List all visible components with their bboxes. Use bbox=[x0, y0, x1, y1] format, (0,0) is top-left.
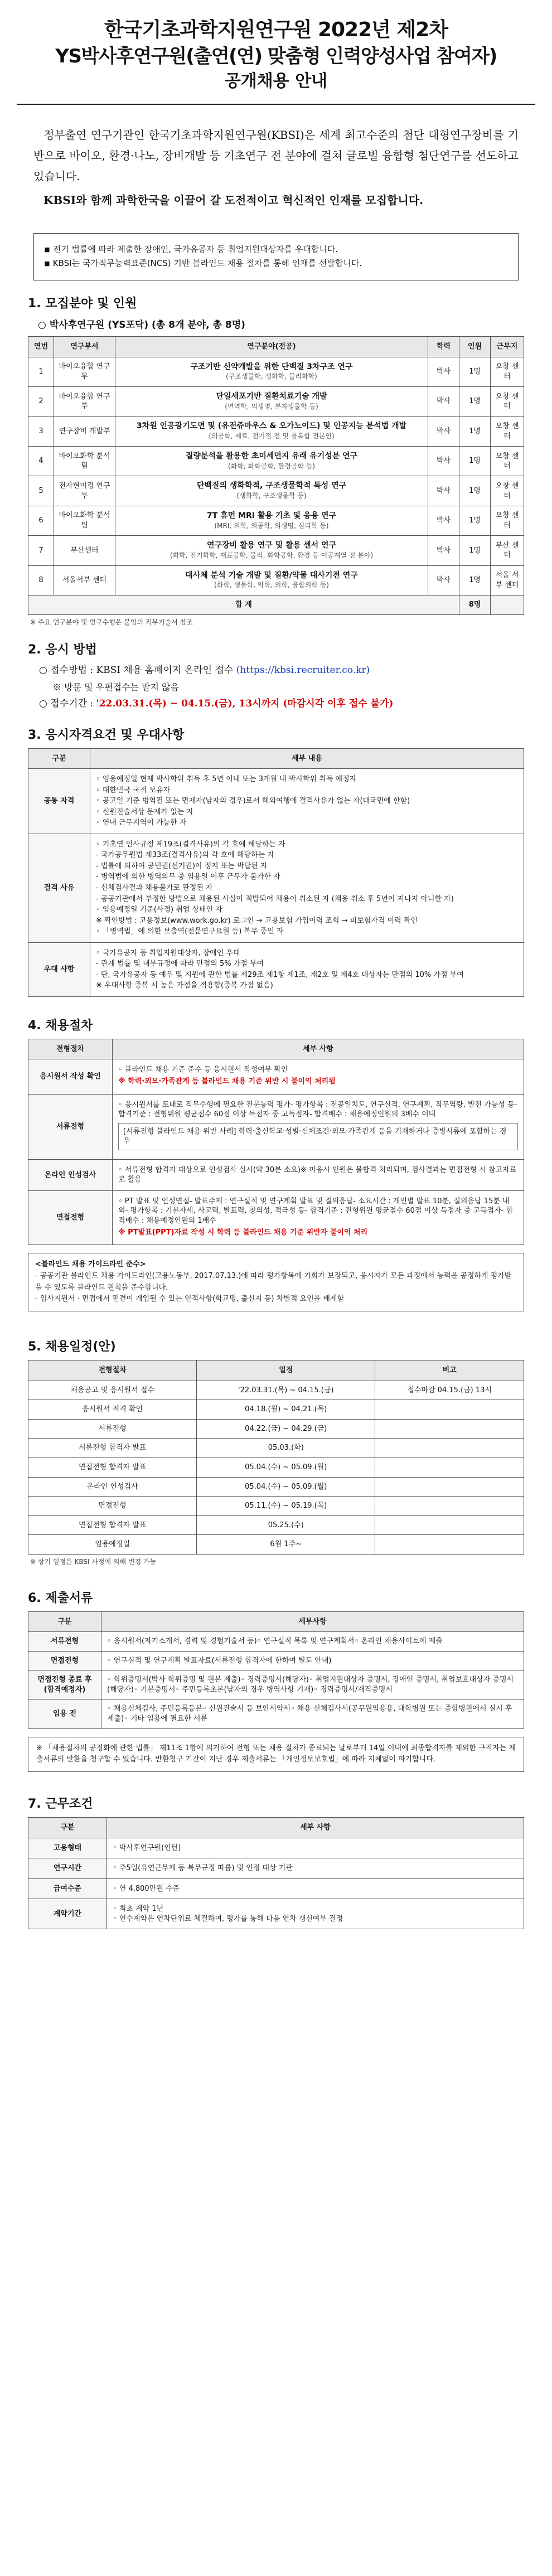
conditions-table bbox=[28, 1817, 524, 1929]
detail-line: - 소요시간 : 개인별 발표 10분, 질의응답 15분 내외 bbox=[118, 1197, 510, 1216]
schedule-cell: 04.22.(금) ~ 04.29.(금) bbox=[197, 1419, 375, 1439]
column-header: 세부사항 bbox=[101, 1611, 524, 1632]
detail-line: ◦ 신원진술서 등 보안서약서 bbox=[202, 1705, 290, 1713]
section-2-title: 2. 응시 방법 bbox=[28, 642, 97, 657]
column-header: 구분 bbox=[28, 748, 90, 769]
row-field: 단일세포기반 질환치료기술 개발 bbox=[216, 391, 327, 401]
row-location: 서울 서부 센터 bbox=[491, 565, 524, 595]
documents-category: 면접전형 bbox=[28, 1651, 101, 1670]
row-number: 7 bbox=[28, 536, 54, 565]
row-field: 질량분석을 활용한 초미세먼지 유래 유기성분 연구 bbox=[185, 451, 358, 461]
row-field-cell bbox=[115, 536, 428, 565]
detail-line: ◦ 연구실적 및 연구계획 발표자료(서류전형 합격자에 한하여 별도 안내) bbox=[107, 1656, 332, 1665]
qualification-category: 결격 사유 bbox=[28, 834, 90, 942]
column-header: 비고 bbox=[375, 1360, 524, 1381]
section-6-title: 6. 제출서류 bbox=[28, 1591, 93, 1605]
column-header: 연번 bbox=[28, 336, 54, 357]
row-major: (화학, 전기화학, 재료공학, 물리, 화학공학, 환경 등 이공계열 전 분야) bbox=[170, 551, 374, 560]
detail-line: ◦ 기초연 인사규정 제19조(결격사유)의 각 호에 해당하는 자 bbox=[96, 840, 285, 849]
process-detail bbox=[113, 1059, 524, 1094]
conditions-detail: ◦ 최초 계약 1년 ◦ 연수계약은 연차단위로 체결하며, 평가를 통해 다음 연차 갱신여부 결정 bbox=[107, 1899, 524, 1929]
violation-box: [서류전형 블라인드 채용 위반 사례] 학력·출신학교·성별·신체조건·외모·가족관계 등을 기재하거나 증빙서류에 포함하는 경우 bbox=[118, 1123, 518, 1150]
row-major: (면역학, 의생명, 분자생물학 등) bbox=[225, 402, 318, 410]
qualification-detail bbox=[90, 769, 524, 834]
guide-title: <블라인드 채용 가이드라인 준수> bbox=[35, 1260, 146, 1269]
qualification-row bbox=[28, 942, 524, 996]
documents-table bbox=[28, 1611, 524, 1729]
fields-row bbox=[28, 565, 524, 595]
process-detail bbox=[113, 1190, 524, 1245]
conditions-category: 연구시간 bbox=[28, 1858, 107, 1879]
warning-line: ※ PT발표(PPT)자료 작성 시 학력 등 블라인드 채용 기준 위반자 불이익 처리 bbox=[118, 1228, 368, 1237]
header-line-1: 한국기초과학지원연구원 2022년 제2차 bbox=[104, 18, 448, 41]
detail-line: ◦ 임용예정일 현재 박사학위 취득 후 5년 이내 또는 3개월 내 박사학위 취득 예정자 bbox=[96, 775, 357, 784]
process-category: 서류전형 bbox=[28, 1094, 113, 1159]
schedule-row bbox=[28, 1458, 524, 1477]
qualification-category: 공통 자격 bbox=[28, 769, 90, 834]
row-education: 박사 bbox=[428, 476, 459, 506]
intro-section bbox=[11, 105, 541, 220]
fields-row bbox=[28, 536, 524, 565]
qualification-detail bbox=[90, 942, 524, 996]
row-dept: 연구장비 개발부 bbox=[54, 417, 115, 446]
row-number: 5 bbox=[28, 476, 54, 506]
schedule-body bbox=[28, 1381, 524, 1554]
row-location: 오창 센터 bbox=[491, 417, 524, 446]
detail-line: ◦ 기본증명서 bbox=[133, 1685, 176, 1694]
detail-line: - 법률에 의하여 공민권(선거권)이 정지 또는 박탈된 자 bbox=[96, 861, 268, 870]
section-5-note: ※ 상기 일정은 KBSI 사정에 의해 변경 가능 bbox=[30, 1557, 157, 1566]
conditions-body bbox=[28, 1838, 524, 1929]
documents-category: 면접전형 종료 후 (합격예정자) bbox=[28, 1670, 101, 1699]
row-dept: 바이오화학 분석팀 bbox=[54, 506, 115, 535]
row-education: 박사 bbox=[428, 506, 459, 535]
section-1-note: ※ 주요 연구분야 및 연구수행은 붙임의 직무기술서 참조 bbox=[30, 618, 193, 626]
detail-line: - 발표주제 : 연구실적 및 연구계획 발표 및 질의응답 bbox=[189, 1197, 354, 1205]
detail-line: - 신체검사결과 채용불가로 판정된 자 bbox=[96, 884, 213, 893]
column-header: 인원 bbox=[459, 336, 491, 357]
detail-line: - 평가항목 : 기본자세, 사고력, 발표력, 창의성, 적극성 등 bbox=[125, 1207, 305, 1216]
row-major: (생화학, 구조생물학 등) bbox=[236, 492, 307, 500]
row-field: 7T 휴먼 MRI 활용 기초 및 응용 연구 bbox=[206, 511, 337, 520]
process-table bbox=[28, 1039, 524, 1245]
fields-row bbox=[28, 476, 524, 506]
detail-line: ◦ 채용 신체검사서(공무원임용용, 대학병원 또는 종합병원에서 실시 후 제출) bbox=[107, 1705, 512, 1723]
detail-line: ◦ PT 발표 및 인성면접 bbox=[118, 1197, 190, 1205]
row-dept: 부산센터 bbox=[54, 536, 115, 565]
row-education: 박사 bbox=[428, 536, 459, 565]
process-row bbox=[28, 1159, 524, 1190]
schedule-cell bbox=[375, 1458, 524, 1477]
schedule-cell bbox=[375, 1477, 524, 1497]
column-header: 연구부서 bbox=[54, 336, 115, 357]
row-dept: 서울서부 센터 bbox=[54, 565, 115, 595]
process-category: 온라인 인성검사 bbox=[28, 1159, 113, 1190]
detail-line: ◦ 대한민국 국적 보유자 bbox=[96, 786, 171, 795]
detail-line: ◦ 「병역법」에 의한 보충역(전문연구요원 등) 복무 중인 자 bbox=[96, 927, 284, 936]
schedule-cell: 면접전형 합격자 발표 bbox=[28, 1458, 197, 1477]
detail-line: ◦ 학위증명서(박사 학위증명 및 원본 제출) bbox=[107, 1676, 241, 1684]
guide-line: - 입사지원서 · 면접에서 편견이 개입될 수 있는 인적사항(학교명, 출신지 등) 차별적 요인을 배제함 bbox=[35, 1295, 345, 1304]
row-dept: 바이오화학 분석팀 bbox=[54, 446, 115, 476]
row-field-cell bbox=[115, 386, 428, 416]
schedule-cell: 04.18.(월) ~ 04.21.(목) bbox=[197, 1400, 375, 1420]
process-body bbox=[28, 1059, 524, 1245]
process-row bbox=[28, 1059, 524, 1094]
detail-line: ※ 미응시 인원은 불합격 처리되며, 검사결과는 면접전형 시 참고자료로 활용 bbox=[118, 1165, 517, 1184]
row-location: 오창 센터 bbox=[491, 446, 524, 476]
header-line-2: YS박사후연구원(출연(연) 맞춤형 인력양성사업 참여자) bbox=[55, 45, 497, 67]
detail-line: ◦ 경력증명서/재직증명서 bbox=[313, 1685, 393, 1694]
section-7-title: 7. 근무조건 bbox=[28, 1797, 93, 1812]
detail-line: - 관계 법률 및 내부규정에 따라 만점의 5% 가점 부여 bbox=[96, 960, 264, 969]
process-category: 응시원서 작성 확인 bbox=[28, 1059, 113, 1094]
detail-line: ◦ 블라인드 채용 기준 준수 등 응시원서 작성여부 확인 bbox=[118, 1066, 288, 1074]
section-4-title: 4. 채용절차 bbox=[28, 1018, 93, 1033]
schedule-cell: '22.03.31.(목) ~ 04.15.(금) bbox=[197, 1381, 375, 1400]
row-number: 2 bbox=[28, 386, 54, 416]
row-major: (MRI, 의학, 의공학, 의생명, 심리학 등) bbox=[214, 521, 329, 530]
row-location: 오창 센터 bbox=[491, 357, 524, 386]
detail-line: - 공공기관에서 부정한 방법으로 채용된 사실이 적발되어 채용이 취소된 자 (채용 취소 후 5년이 지나지 아니한 자) bbox=[96, 894, 454, 903]
detail-line: - 합격기준 : 전형위원 평균점수 60점 이상 득점자 중 고득점자 bbox=[304, 1207, 501, 1216]
conditions-detail: ◦ 주5일(유연근무제 등 복무규정 따름) 및 인정 대상 기관 bbox=[107, 1858, 524, 1879]
row-field-cell bbox=[115, 506, 428, 535]
row-major: (화학, 생물학, 약학, 의학, 융합의학 등) bbox=[214, 581, 329, 589]
detail-line: ◦ 기타 임용에 필요한 서류 bbox=[124, 1714, 207, 1723]
process-detail bbox=[113, 1159, 524, 1190]
row-number: 8 bbox=[28, 565, 54, 595]
schedule-row bbox=[28, 1497, 524, 1516]
conditions-category: 계약기간 bbox=[28, 1899, 107, 1929]
notice-line: ◾ KBSI는 국가직무능력표준(NCS) 기반 블라인드 채용 절차를 통해 인재를 선발합니다. bbox=[44, 258, 362, 269]
schedule-cell: 05.04.(수) ~ 05.09.(월) bbox=[197, 1477, 375, 1497]
column-header: 세부 사항 bbox=[113, 1039, 524, 1059]
documents-detail bbox=[101, 1670, 524, 1699]
detail-line: ◦ 임용예정일 기준(사정) 취업 상태인 자 bbox=[96, 906, 222, 914]
schedule-row bbox=[28, 1535, 524, 1555]
row-count: 1명 bbox=[459, 386, 491, 416]
row-number: 3 bbox=[28, 417, 54, 446]
row-count: 1명 bbox=[459, 357, 491, 386]
fields-row bbox=[28, 446, 524, 476]
process-header-row bbox=[28, 1039, 524, 1059]
conditions-category: 급여수준 bbox=[28, 1878, 107, 1899]
row-number: 1 bbox=[28, 357, 54, 386]
row-major: (의공학, 제료, 전기정 전 및 융복합 전문인) bbox=[209, 432, 335, 440]
detail-line: ◦ 연구실적 목록 및 연구계획서 bbox=[256, 1637, 355, 1646]
section-1-subtitle: ○ 박사후연구원 (YS포닥) (총 8개 분야, 총 8명) bbox=[38, 319, 245, 331]
apply-method-line bbox=[39, 663, 541, 678]
detail-line: ◦ 응시원서(자기소개서, 경력 및 경험기술서 등) bbox=[107, 1637, 257, 1646]
schedule-cell: 온라인 인성검사 bbox=[28, 1477, 197, 1497]
schedule-cell: 05.04.(수) ~ 05.09.(월) bbox=[197, 1458, 375, 1477]
column-header: 전형절차 bbox=[28, 1360, 197, 1381]
detail-line: - 합격기준 : 전형위원 평균점수 60점 이상 득점자 중 고득점자 bbox=[118, 1100, 517, 1119]
process-detail bbox=[113, 1094, 524, 1159]
notice-box bbox=[33, 233, 519, 280]
schedule-cell bbox=[375, 1497, 524, 1516]
row-education: 박사 bbox=[428, 357, 459, 386]
qualification-category: 우대 사항 bbox=[28, 942, 90, 996]
qualification-table bbox=[28, 748, 524, 997]
row-field-cell bbox=[115, 565, 428, 595]
row-education: 박사 bbox=[428, 417, 459, 446]
conditions-row bbox=[28, 1858, 524, 1879]
schedule-row bbox=[28, 1439, 524, 1458]
column-header: 연구분야(전공) bbox=[115, 336, 428, 357]
conditions-row bbox=[28, 1838, 524, 1858]
detail-line: ◦ 채용신체검사, 주민등록등본 bbox=[107, 1705, 202, 1713]
apply-note: ※ 방문 및 우편접수는 받지 않음 bbox=[52, 681, 179, 693]
schedule-cell: 접수마감 04.15.(금) 13시 bbox=[375, 1381, 524, 1400]
qualification-header-row bbox=[28, 748, 524, 769]
blind-hiring-guide bbox=[28, 1253, 524, 1311]
detail-line: - 단, 국가유공자 등 예우 및 지원에 관한 법률 제29조 제1항 제1조, 제2호 및 제4호 대상자는 만점의 10% 가점 부여 bbox=[96, 970, 464, 979]
detail-line: - 평가항목 : 전공일치도, 연구실적, 연구계획, 직무역량, 발전 가능성 등 bbox=[290, 1100, 515, 1109]
schedule-cell: 응시원서 적격 확인 bbox=[28, 1400, 197, 1420]
fields-total-row bbox=[28, 595, 524, 615]
schedule-row bbox=[28, 1419, 524, 1439]
row-field: 연구장비 활용 연구 및 활용 센서 연구 bbox=[206, 541, 337, 550]
detail-line: ※ 확인방법 : 고용정보(www.work.go.kr) 로그인 → 고용보험 가입이력 조회 → 피보험자격 이력 확인 bbox=[96, 916, 418, 925]
schedule-cell: 05.25.(수) bbox=[197, 1515, 375, 1535]
column-header: 일정 bbox=[197, 1360, 375, 1381]
detail-line: - 합격배수 : 채용예정인원의 1배수 bbox=[118, 1207, 513, 1225]
schedule-cell: 05.03.(화) bbox=[197, 1439, 375, 1458]
detail-line: ※ 우대사항 중복 시 높은 가점을 적용함(중복 가점 없음) bbox=[96, 981, 273, 990]
notice-line: ◾ 전기 법률에 따라 제출한 장애인, 국가유공자 등 취업지원대상자를 우대합니다. bbox=[44, 244, 338, 254]
documents-row bbox=[28, 1632, 524, 1652]
row-field-cell bbox=[115, 476, 428, 506]
document-header bbox=[17, 10, 535, 105]
schedule-row bbox=[28, 1515, 524, 1535]
row-dept: 바이오융합 연구부 bbox=[54, 386, 115, 416]
process-row bbox=[28, 1190, 524, 1245]
qualification-detail bbox=[90, 834, 524, 942]
column-header: 세부 사항 bbox=[107, 1818, 524, 1838]
row-count: 1명 bbox=[459, 536, 491, 565]
row-education: 박사 bbox=[428, 386, 459, 416]
schedule-cell bbox=[375, 1515, 524, 1535]
schedule-cell: 면접전형 bbox=[28, 1497, 197, 1516]
row-count: 1명 bbox=[459, 446, 491, 476]
column-header: 학력 bbox=[428, 336, 459, 357]
schedule-row bbox=[28, 1400, 524, 1420]
schedule-row bbox=[28, 1381, 524, 1400]
schedule-cell bbox=[375, 1400, 524, 1420]
documents-note: ※ 「채용절차의 공정화에 관한 법률」 제11조 1항에 의거하여 전형 또는 채용 절차가 종료되는 날로부터 14일 이내에 최종합격자를 제외한 구직자는 제출서류의 반환을 청구할 수 있습니다. 반환청구 기간이 지난 경우 제출서류는 「개인정보보호법」에 따라 지체없이 파기합니다. bbox=[28, 1737, 524, 1773]
section-5-title: 5. 채용일정(안) bbox=[28, 1340, 116, 1354]
detail-line: - 합격배수 : 채용예정인원의 3배수 이내 bbox=[309, 1110, 436, 1119]
row-major: (구조생물학, 생화학, 물리화학) bbox=[226, 372, 317, 381]
detail-line: ◦ 경력증명서(해당자) bbox=[240, 1676, 309, 1684]
process-row bbox=[28, 1094, 524, 1159]
guide-line: - 공공기관 블라인드 채용 가이드라인(고용노동부, 2017.07.13.)에 따라 평가항목에 기회가 보장되고, 응시자가 모든 과정에서 능력을 공정하게 평가받을 수 있도록 블라인드 원칙을 준수합니다. bbox=[35, 1271, 512, 1292]
fields-row bbox=[28, 417, 524, 446]
conditions-detail: ◦ 연 4,800만원 수준 bbox=[107, 1878, 524, 1899]
detail-line: ◦ 국가유공자 등 취업지원대상자, 장애인 우대 bbox=[96, 948, 240, 957]
conditions-detail: ◦ 박사후연구원(인턴) bbox=[107, 1838, 524, 1858]
conditions-category: 고용형태 bbox=[28, 1838, 107, 1858]
conditions-row bbox=[28, 1878, 524, 1899]
row-field-cell bbox=[115, 417, 428, 446]
schedule-header-row bbox=[28, 1360, 524, 1381]
documents-category: 서류전형 bbox=[28, 1632, 101, 1652]
schedule-cell: 서류전형 합격자 발표 bbox=[28, 1439, 197, 1458]
section-1-title: 1. 모집분야 및 인원 bbox=[28, 296, 137, 311]
column-header: 근무지 bbox=[491, 336, 524, 357]
column-header: 전형절차 bbox=[28, 1039, 113, 1059]
schedule-cell: 6월 1주~ bbox=[197, 1535, 375, 1555]
row-count: 1명 bbox=[459, 565, 491, 595]
row-dept: 바이오융합 연구부 bbox=[54, 357, 115, 386]
apply-method bbox=[11, 663, 541, 712]
apply-site-link[interactable]: (https://kbsi.recruiter.co.kr) bbox=[236, 664, 370, 676]
schedule-cell bbox=[375, 1535, 524, 1555]
apply-method-text: ○ 접수방법 : KBSI 채용 홈페이지 온라인 접수 bbox=[39, 664, 234, 676]
conditions-header-row bbox=[28, 1818, 524, 1838]
row-field-cell bbox=[115, 446, 428, 476]
schedule-cell: 임용예정일 bbox=[28, 1535, 197, 1555]
documents-body bbox=[28, 1632, 524, 1728]
detail-line: ◦ 온라인 채용사이트에 제출 bbox=[354, 1637, 443, 1646]
column-header: 구분 bbox=[28, 1818, 107, 1838]
row-count: 1명 bbox=[459, 417, 491, 446]
documents-row bbox=[28, 1699, 524, 1728]
row-education: 박사 bbox=[428, 446, 459, 476]
row-education: 박사 bbox=[428, 565, 459, 595]
fields-row bbox=[28, 506, 524, 535]
detail-line: - 병역법에 의한 병역의무 중 임용일 이후 근무가 불가한 자 bbox=[96, 873, 280, 882]
schedule-cell: 면접전형 합격자 발표 bbox=[28, 1515, 197, 1535]
schedule-cell: 05.11.(수) ~ 05.19.(목) bbox=[197, 1497, 375, 1516]
row-location: 오창 센터 bbox=[491, 506, 524, 535]
schedule-cell bbox=[375, 1419, 524, 1439]
row-field: 3차원 인공광기도면 및 (유전쥬마우스 & 오가노이드) 및 인공지능 분석법 개발 bbox=[136, 422, 407, 431]
fields-row bbox=[28, 386, 524, 416]
intro-paragraph-1: 정부출연 연구기관인 한국기초과학지원연구원(KBSI)은 세계 최고수준의 첨단 대형연구장비를 기반으로 바이오, 환경·나노, 장비개발 등 기초연구 전 분야에 걸쳐 글로벌 융합형 첨단연구를 선도하고 있습니다. bbox=[33, 128, 519, 183]
column-header: 구분 bbox=[28, 1611, 101, 1632]
qualification-body bbox=[28, 769, 524, 997]
detail-line: ◦ 서류전형 합격자 대상으로 인성검사 실시(약 30분 소요) bbox=[118, 1165, 301, 1174]
fields-header-row bbox=[28, 336, 524, 357]
documents-detail bbox=[101, 1699, 524, 1728]
row-field: 구조기반 신약개발을 위한 단백질 3차구조 연구 bbox=[190, 362, 353, 371]
row-field: 대사체 분석 기술 개발 및 질환/약물 대사기전 연구 bbox=[185, 570, 358, 580]
row-location: 부산 센터 bbox=[491, 536, 524, 565]
row-field-cell bbox=[115, 357, 428, 386]
detail-line: ◦ 취업지원대상자 증명서, 장애인 증명서, 취업보호대상자 증명서(해당자) bbox=[107, 1676, 514, 1694]
apply-period-line bbox=[39, 696, 541, 711]
detail-line: ◦ 응시원서를 토대로 직무수행에 필요한 전문능력 평가 bbox=[118, 1100, 290, 1109]
detail-line: ◦ 주민등록초본(남자의 경우 병역사항 기재) bbox=[175, 1685, 314, 1694]
documents-detail bbox=[101, 1632, 524, 1652]
process-category: 면접전형 bbox=[28, 1190, 113, 1245]
detail-line: - 국가공무원법 제33조(결격사유)의 각 호에 해당하는 자 bbox=[96, 851, 274, 860]
recruitment-notice bbox=[11, 0, 541, 1948]
row-dept: 전자현미경 연구부 bbox=[54, 476, 115, 506]
intro-paragraph-2: KBSI와 함께 과학한국을 이끌어 갈 도전적이고 혁신적인 인재를 모집합니다. bbox=[43, 193, 424, 207]
column-header: 세부 내용 bbox=[90, 748, 524, 769]
schedule-cell bbox=[375, 1439, 524, 1458]
schedule-cell: 서류전형 bbox=[28, 1419, 197, 1439]
detail-line: ◦ 공고일 기준 병역필 또는 면제자(남자의 경우)로서 해외여행에 결격사유가 없는 자(대국민에 한함) bbox=[96, 797, 410, 806]
row-location: 오창 센터 bbox=[491, 476, 524, 506]
fields-row bbox=[28, 357, 524, 386]
total-value: 8명 bbox=[459, 595, 491, 615]
row-number: 6 bbox=[28, 506, 54, 535]
row-number: 4 bbox=[28, 446, 54, 476]
total-label: 합 계 bbox=[28, 595, 459, 615]
qualification-row bbox=[28, 769, 524, 834]
detail-line: ◦ 연내 근무지역이 가능한 자 bbox=[96, 819, 187, 827]
documents-row bbox=[28, 1651, 524, 1670]
apply-period-value: '22.03.31.(목) ~ 04.15.(금), 13시까지 (마감시각 이후 접수 불가) bbox=[96, 698, 394, 710]
documents-detail bbox=[101, 1651, 524, 1670]
apply-period-label: ○ 접수기간 : bbox=[39, 698, 96, 710]
documents-header-row bbox=[28, 1611, 524, 1632]
header-line-3: 공개채용 안내 bbox=[224, 71, 328, 91]
row-major: (화학, 화학공학, 환경공학 등) bbox=[228, 462, 315, 470]
row-field: 단백질의 생화학적, 구조생물학적 특성 연구 bbox=[196, 481, 347, 491]
row-count: 1명 bbox=[459, 506, 491, 535]
row-location: 오창 센터 bbox=[491, 386, 524, 416]
documents-row bbox=[28, 1670, 524, 1699]
fields-table bbox=[28, 336, 524, 615]
qualification-row bbox=[28, 834, 524, 942]
section-3-title: 3. 응시자격요건 및 우대사항 bbox=[28, 728, 185, 742]
schedule-row bbox=[28, 1477, 524, 1497]
fields-body bbox=[28, 357, 524, 595]
warning-line: ※ 학력·외모·가족관계 등 블라인드 채용 기준 위반 시 불이익 처리됨 bbox=[118, 1077, 336, 1086]
conditions-row bbox=[28, 1899, 524, 1929]
schedule-table bbox=[28, 1360, 524, 1554]
documents-category: 임용 전 bbox=[28, 1699, 101, 1728]
row-count: 1명 bbox=[459, 476, 491, 506]
detail-line: ◦ 신원진술서상 문제가 없는 자 bbox=[96, 807, 193, 816]
schedule-cell: 채용공고 및 응시원서 접수 bbox=[28, 1381, 197, 1400]
